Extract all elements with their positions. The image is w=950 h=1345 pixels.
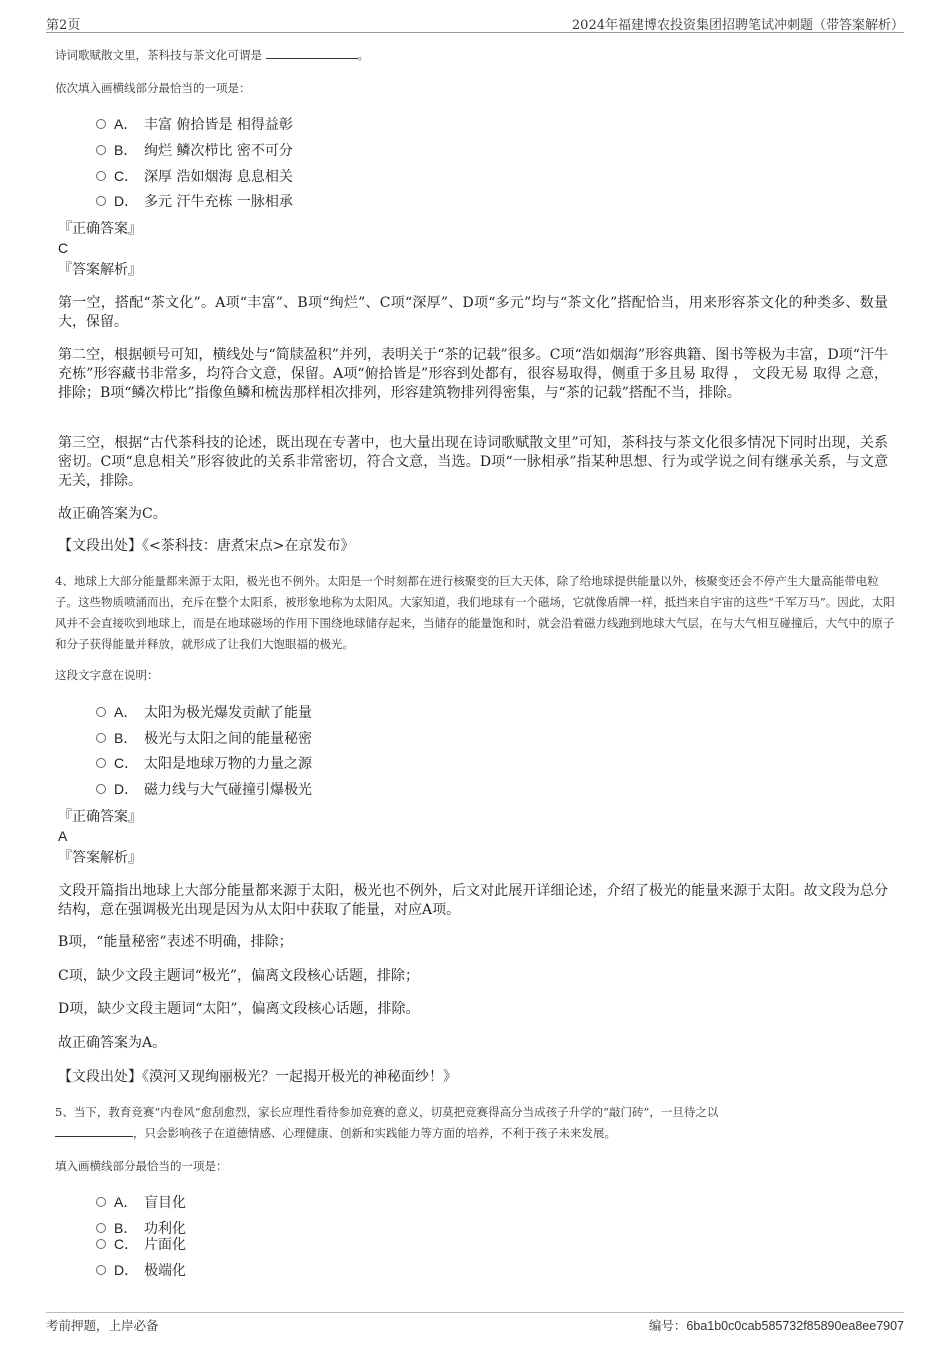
page-header <box>46 12 904 33</box>
q4-analysis-p1: 文段开篇指出地球上大部分能量都来源于太阳，极光也不例外，后文对此展开详细论述，介绍了极光的能量来源于太阳。故文段为总分结构，意在强调极光出现是因为从太阳中获取了能量，对应A项。 <box>58 883 888 918</box>
radio-button[interactable] <box>96 733 106 743</box>
radio-button[interactable] <box>96 1239 106 1249</box>
q3-analysis-p2: 第二空，根据顿号可知，横线处与“简牍盈积”并列，表明关于“茶的记载”很多。C项“浩如烟海”形容典籍、图书等极为丰富，D项“汗牛充栋”形容藏书非常多，均符合文意，保留。A项“俯拾皆是”形容到处都有，很容易取得，侧重于多且易 取得 ， 文段无易 取得 之意，排除；B项“鳞次栉比”指像鱼鳞和梳齿那样相次排列，形容建筑物排列得密集，与“茶的记载”搭配不当，排除。 <box>58 347 888 401</box>
q3-prompt: 依次填入画横线部分最恰当的一项是： <box>55 81 251 95</box>
radio-button[interactable] <box>96 171 106 181</box>
q4-answer-label: 『正确答案』 <box>58 809 142 825</box>
q4-option-a[interactable]: A． 太阳为极光爆发贡献了能量 <box>96 703 312 722</box>
q5-stem: 5、当下，教育竞赛“内卷风”愈刮愈烈，家长应理性看待参加竞赛的意义，切莫把竞赛得高分当成孩子升学的“敲门砖”，一旦待之以 ，只会影响孩子在道德情感、心理健康、创新和实践能力等方面的培养，不利于孩子未来发展。 <box>55 1105 719 1140</box>
radio-button[interactable] <box>96 119 106 129</box>
radio-button[interactable] <box>96 196 106 206</box>
q4-option-b[interactable]: B． 极光与太阳之间的能量秘密 <box>96 729 312 748</box>
radio-button[interactable] <box>96 707 106 717</box>
q3-stem-tail: 诗词歌赋散文里，茶科技与茶文化可谓是 。 <box>55 48 370 62</box>
q5-option-c[interactable]: C． 片面化 <box>96 1235 186 1254</box>
radio-button[interactable] <box>96 145 106 155</box>
radio-button[interactable] <box>96 1197 106 1207</box>
q4-prompt: 这段文字意在说明： <box>55 668 159 682</box>
document-code: 编号：6ba1b0c0cab585732f85890ea8ee7907 <box>648 1319 904 1333</box>
q3-analysis-label: 『答案解析』 <box>58 262 142 278</box>
q3-answer: C <box>58 240 69 256</box>
q5-option-a[interactable]: A． 盲目化 <box>96 1193 186 1212</box>
q4-analysis-p5: 故正确答案为A。 <box>58 1035 167 1051</box>
radio-button[interactable] <box>96 1265 106 1275</box>
fill-blank <box>55 1124 133 1137</box>
q4-option-c[interactable]: C． 太阳是地球万物的力量之源 <box>96 754 312 773</box>
q3-analysis-p3: 第三空，根据“古代茶科技的论述，既出现在专著中，也大量出现在诗词歌赋散文里”可知，茶科技与茶文化很多情况下同时出现，关系密切。C项“息息相关”形容彼此的关系非常密切，符合文意，当选。D项“一脉相承”指某种思想、行为或学说之间有继承关系，与文意无关，排除。 <box>58 435 888 489</box>
radio-button[interactable] <box>96 1223 106 1233</box>
q3-option-d[interactable]: D． 多元 汗牛充栋 一脉相承 <box>96 192 293 211</box>
q3-option-c[interactable]: C． 深厚 浩如烟海 息息相关 <box>96 167 293 186</box>
q3-source: 【文段出处】《<茶科技：唐煮宋点>在京发布》 <box>58 538 355 554</box>
q4-answer: A <box>58 828 68 844</box>
document-title: 2024年福建博农投资集团招聘笔试冲刺题（带答案解析） <box>571 18 904 33</box>
q3-analysis-p4: 故正确答案为C。 <box>58 506 167 522</box>
q5-option-d[interactable]: D． 极端化 <box>96 1261 186 1280</box>
q4-analysis-label: 『答案解析』 <box>58 850 142 866</box>
q5-prompt: 填入画横线部分最恰当的一项是： <box>55 1159 228 1173</box>
q3-option-a[interactable]: A． 丰富 俯拾皆是 相得益彰 <box>96 115 293 134</box>
fill-blank <box>266 46 358 59</box>
footer-slogan: 考前押题，上岸必备 <box>46 1318 159 1333</box>
page-number: 第2页 <box>46 18 81 33</box>
q4-analysis-p2: B项，“能量秘密”表述不明确，排除； <box>58 934 293 950</box>
page-footer <box>46 1312 904 1337</box>
q3-analysis-p1: 第一空，搭配“茶文化”。A项“丰富”、B项“绚烂”、C项“深厚”、D项“多元”均与“茶文化”搭配恰当，用来形容茶文化的种类多、数量大，保留。 <box>58 295 888 330</box>
radio-button[interactable] <box>96 758 106 768</box>
q3-answer-label: 『正确答案』 <box>58 221 142 237</box>
q4-source: 【文段出处】《漠河又现绚丽极光？一起揭开极光的神秘面纱！》 <box>58 1069 457 1085</box>
q4-option-d[interactable]: D． 磁力线与大气碰撞引爆极光 <box>96 780 312 799</box>
radio-button[interactable] <box>96 784 106 794</box>
q4-analysis-p3: C项，缺少文段主题词“极光”，偏离文段核心话题，排除； <box>58 968 420 984</box>
q4-analysis-p4: D项，缺少文段主题词“太阳”，偏离文段核心话题，排除。 <box>58 1001 420 1017</box>
q3-option-b[interactable]: B． 绚烂 鳞次栉比 密不可分 <box>96 141 293 160</box>
q5-option-b[interactable]: B． 功利化 <box>96 1219 186 1238</box>
q4-stem: 4、地球上大部分能量都来源于太阳，极光也不例外。太阳是一个时刻都在进行核聚变的巨大天体，除了给地球提供能量以外，核聚变还会不停产生大量高能带电粒子。这些物质喷涌而出，充斥在整个太阳系，被形象地称为太阳风。大家知道，我们地球有一个磁场，它就像盾牌一样，抵挡来自宇宙的这些“千军万马”。因此，太阳风并不会直接吹到地球上，而是在地球磁场的作用下围绕地球储存起来，当储存的能量饱和时，就会沿着磁力线跑到地球大气层，在与大气相互碰撞后，大气中的原子和分子获得能量并释放，就形成了让我们大饱眼福的极光。 <box>55 574 895 651</box>
